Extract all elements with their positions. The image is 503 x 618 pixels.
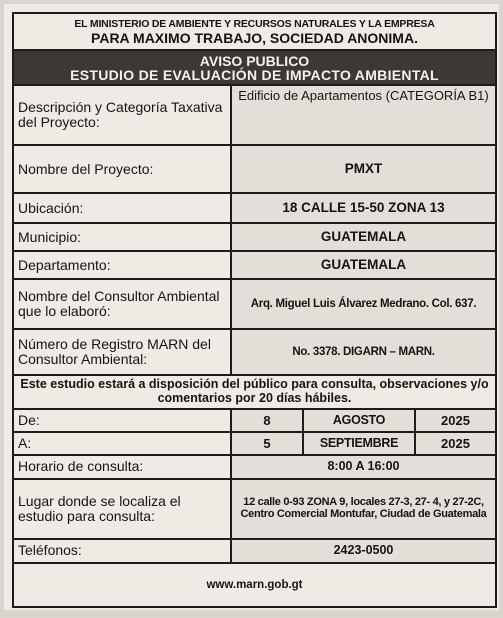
row-department [14, 252, 495, 280]
row-phones [14, 540, 495, 564]
website-footer: www.marn.gob.gt [206, 578, 303, 591]
row-consultant [14, 280, 495, 330]
row-label: Descripción y Categoría Taxativa del Proyecto: [14, 86, 232, 144]
date-label: De: [14, 410, 232, 431]
row-value: No. 3378. DIGARN – MARN. [232, 330, 495, 374]
date-row-from [14, 410, 495, 433]
availability-note: Este estudio estará a disposición del público para consulta, observaciones y/o comentarios por 20 días hábiles. [14, 376, 495, 410]
row-value: 2423-0500 [232, 540, 495, 562]
row-value: GUATEMALA [232, 224, 495, 250]
row-label: Municipio: [14, 224, 232, 250]
newspaper-page [4, 4, 499, 610]
date-month: AGOSTO [304, 410, 416, 431]
row-value: GUATEMALA [232, 252, 495, 278]
row-label: Departamento: [14, 252, 232, 278]
row-label: Número de Registro MARN del Consultor Ambiental: [14, 330, 232, 374]
row-value: 12 calle 0-93 ZONA 9, locales 27-3, 27- 4, y 27-2C, Centro Comercial Montufar, Ciudad de Guatemala [232, 480, 495, 538]
row-label: Teléfonos: [14, 540, 232, 562]
row-value: 8:00 A 16:00 [232, 456, 495, 478]
row-municipality [14, 224, 495, 252]
row-value: 18 CALLE 15-50 ZONA 13 [232, 194, 495, 222]
header-line-2: PARA MAXIMO TRABAJO, SOCIEDAD ANONIMA. [91, 30, 418, 47]
row-value: Arq. Miguel Luis Álvarez Medrano. Col. 637. [232, 280, 495, 328]
title-band-line-1: AVISO PUBLICO [199, 53, 310, 70]
row-label: Lugar donde se localiza el estudio para consulta: [14, 480, 232, 538]
date-day: 5 [232, 433, 304, 454]
row-label: Nombre del Consultor Ambiental que lo elaboró: [14, 280, 232, 328]
date-year: 2025 [416, 433, 495, 454]
row-registry-number [14, 330, 495, 376]
row-label: Horario de consulta: [14, 456, 232, 478]
row-description [14, 86, 495, 146]
row-project-name [14, 146, 495, 194]
notice-header [14, 14, 495, 51]
title-band [14, 51, 495, 86]
header-line-1: EL MINISTERIO DE AMBIENTE Y RECURSOS NATURALES Y LA EMPRESA [74, 18, 435, 30]
row-label: Nombre del Proyecto: [14, 146, 232, 192]
row-value: Edificio de Apartamentos (CATEGORÍA B1) [232, 86, 495, 144]
row-consultation-place [14, 480, 495, 540]
public-notice [12, 12, 497, 608]
date-label: A: [14, 433, 232, 454]
date-year: 2025 [416, 410, 495, 431]
title-band-line-2: ESTUDIO DE EVALUACIÓN DE IMPACTO AMBIENTAL [70, 67, 439, 84]
date-day: 8 [232, 410, 304, 431]
date-month: SEPTIEMBRE [304, 433, 416, 454]
date-row-to [14, 433, 495, 456]
row-location [14, 194, 495, 224]
row-value: PMXT [232, 146, 495, 192]
row-label: Ubicación: [14, 194, 232, 222]
row-schedule [14, 456, 495, 480]
